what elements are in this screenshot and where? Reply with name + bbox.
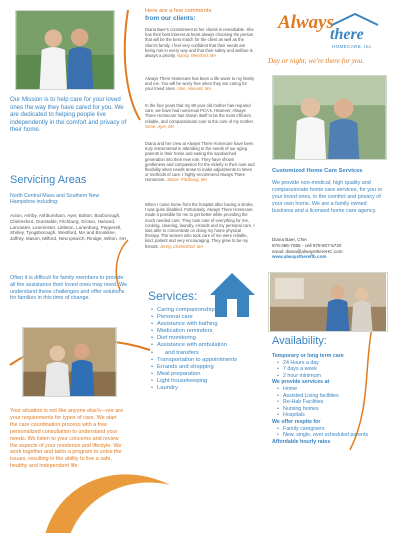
brand-name-line2: there [330, 26, 364, 43]
availability-block [272, 353, 392, 445]
testimonial-4-author: Janice, Fitchburg, MA [166, 177, 208, 183]
photo-caregiver-elder [22, 327, 117, 397]
situation-text: Your situation is not like anyone else's—nor are your requirements for types of care. We start the care coordination process with a free personalized consultation to understand your needs. We listen to your concerns and review the aspects of your residence and lifestyle. We work together and tailor a program to solve the issues, resulting in the ability to live a safe, healthy and independent life. [10, 408, 124, 470]
list-item: • and transfers [150, 350, 260, 357]
testimonial-4 [145, 141, 255, 183]
list-item: • Assistance with bathing [150, 321, 260, 328]
photo-elderly-couple [272, 75, 387, 160]
list-item: • Transportation to appointments [150, 357, 260, 364]
availability-title: Availability: [272, 335, 327, 347]
list-item: • Re-Hab Facilities [276, 399, 392, 406]
testimonial-1 [145, 27, 255, 58]
testimonials-intro: Here are a few comments [145, 8, 212, 14]
testimonial-1-text: Diana Baer's commitment to her clients is remarkable. She has their best interest at heart always choosing the person that will be the best match for the client as well as the client's family. I feel very confident that their needs are being met in every way and that their safety and welfare is always a priority. [145, 27, 254, 59]
respite-label: We offer respite for [272, 418, 321, 425]
services-list [150, 307, 260, 392]
list-item: • 2 hour minimum [276, 373, 392, 380]
servicing-areas-subtitle: North Central Mass and Southern New Hampshire including: [10, 193, 100, 206]
list-item: • Personal care [150, 314, 260, 321]
list-item: • Errands and shopping [150, 364, 260, 371]
hours-list [276, 360, 392, 380]
testimonial-3-text: In the four years that my 88 year old mother has required care, we have had numerous PCA's. However, Always There Homecare has shown itself to be the most efficient, reliable, and compassionate care to the care of my mother. [145, 103, 254, 124]
list-item: • 7 days a week [276, 366, 392, 373]
testimonial-4-text: Diana and her crew at Always There Homecare have been truly instrumental in attending to the needs of our aging parents in their home and easing the sandwiched generation into their new role. They have shown gentleness and compassion for the elderly in their care and flexibility when needs arose to make adjustments to times or methods of care. I highly recommend Always There Homecare. [145, 141, 255, 183]
list-item: • 24 Hours a day [276, 360, 392, 367]
mission-statement: Our Mission is to help care for your loved ones the way they have cared for you. We are dedicated to helping people live independently in the comfort and privacy of their home. [10, 96, 127, 134]
testimonial-2 [145, 76, 255, 92]
contact-name: Diana Baer, CNA [272, 237, 307, 242]
contact-website[interactable]: www.alwaysthereflb.com [272, 254, 327, 260]
family-note: Often it is difficult for family members to provide all the assistance their loved ones may need. We understand these challenges and offer solutions for families in this time of change. [10, 275, 128, 302]
contact-block [272, 237, 387, 260]
services-title: Services: [148, 289, 198, 303]
testimonial-5-author: Jenny, Chelmsford, MA [159, 243, 204, 249]
rates-label: Affordable hourly rates [272, 438, 331, 445]
testimonials-heading: from our clients: [145, 15, 196, 22]
services-at-list [276, 386, 392, 419]
brand-suffix: HOMECARE, Inc. [332, 44, 373, 49]
custom-services-title: Customized Home Care Services [272, 168, 363, 174]
testimonial-1-author: Nancy, Westford, MA [177, 53, 217, 59]
servicing-towns: Acton, Ashby, Ashburnham, Ayer, Bolton, Boxborough, Chelmsford, Dunstable, Fitchburg, Groton, Harvard, Lancaster, Leominster, Littleton, Lunenburg, Pepperell, Shirley, Tyngsborough, Westford, MA and Brookline, Jaffrey, Mason, Milford, New Ipswich, Rindge, Wilton, NH [10, 213, 126, 242]
list-item: • Diet monitoring [150, 335, 260, 342]
list-item: • Light housekeeping [150, 378, 260, 385]
list-item: • Nursing homes [276, 406, 392, 413]
custom-services-body: We provide non-medical, high quality and compassionate home care services, for you or your loved ones, in the comfort and privacy of your own home. We are a family owned business and a licensed home care agency. [272, 180, 383, 214]
testimonial-2-text: Always There Homecare has been a life saver to my family and me. You will be worry free when they are caring for your loved ones. [145, 76, 255, 92]
photo-caregivers-couple [15, 10, 115, 90]
list-item: • Meal preparation [150, 371, 260, 378]
list-item: • Medication reminders [150, 328, 260, 335]
photo-kitchen-care [268, 272, 388, 332]
testimonial-5-text: When I came home from the hospital after having a stroke, I was quite disabled. Fortunately, Always There Homecare made it possible for me to get better while providing the much needed care. They took care of everything for me, cooking, cleaning, laundry, errands and my personal care. I was able to concentrate on doing my home physical therapy. The women who took care of me were reliable, kind, patient and very encouraging. They grew to be my friends. [145, 202, 255, 249]
brand-name-line1: Always [278, 12, 334, 33]
brand-tagline: Day or night, we're there for you. [268, 57, 365, 65]
servicing-areas-title: Servicing Areas [10, 174, 87, 186]
respite-list [276, 426, 392, 439]
testimonial-3-author: Gene, Ayer, MA [145, 123, 175, 129]
services-at-label: We provide services at [272, 379, 330, 386]
testimonial-2-author: Alan, Harvard, MA [176, 86, 212, 92]
contact-email[interactable]: email: diana@alwaysthereHC.com [272, 248, 343, 254]
list-item: • Hospitals [276, 412, 392, 419]
longterm-label: Temporary or long term care [272, 353, 344, 359]
contact-phone: 978-386-7556 - cell 978-807-5720 [272, 242, 342, 248]
testimonial-3 [145, 103, 255, 129]
list-item: • Family caregivers [276, 426, 392, 433]
list-item: • Home [276, 386, 392, 393]
list-item: • Laundry [150, 385, 260, 392]
list-item: • Assistance with ambulation [150, 342, 260, 349]
list-item: • Assisted Living facilities [276, 393, 392, 400]
testimonial-5 [145, 202, 255, 249]
brand-logo [272, 10, 392, 55]
logo-roof-icon [330, 12, 380, 26]
list-item: • Caring companionship [150, 307, 260, 314]
list-item: • New, single, over scheduled parents [276, 432, 392, 439]
